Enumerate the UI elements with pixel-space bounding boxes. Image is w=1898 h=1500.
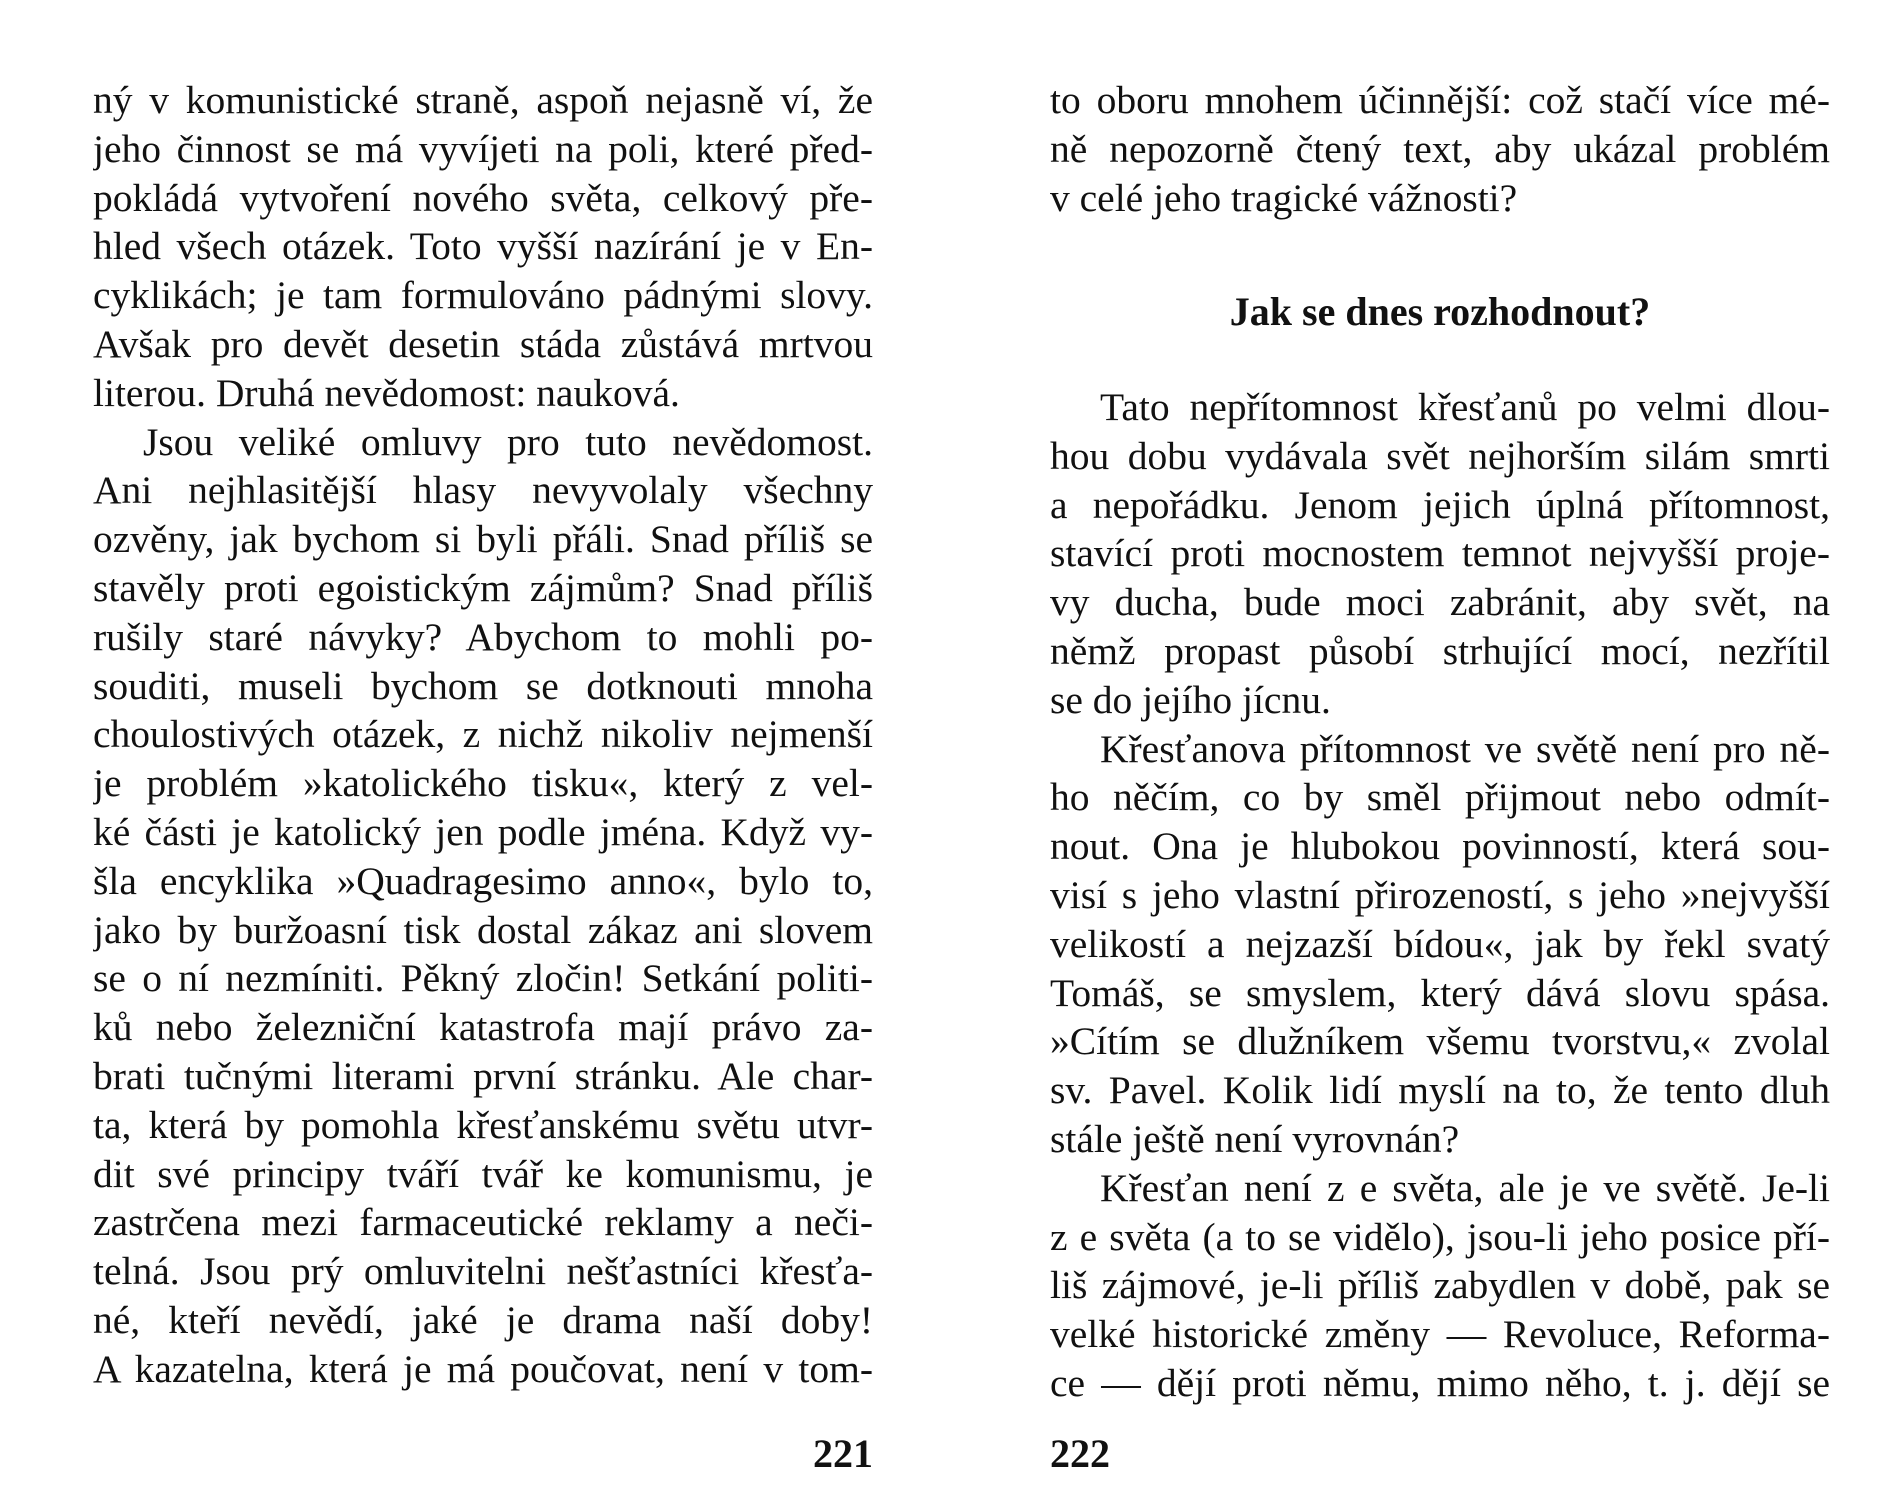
text-line: visí s jeho vlastní přirozeností, s jeho »nejvyšší <box>1050 872 1830 917</box>
text-line: z e světa (a to se vidělo), jsou-li jeho posice pří- <box>1050 1214 1830 1259</box>
text-line: liš zájmové, je-li příliš zabydlen v době, pak se <box>1050 1263 1830 1308</box>
text-line: rušily staré návyky? Abychom to mohli po- <box>93 614 873 659</box>
text-line: »Cítím se dlužníkem všemu tvorstvu,« zvolal <box>1050 1019 1830 1064</box>
text-line: Křesťan není z e světa, ale je ve světě. Je-li <box>1100 1165 1830 1210</box>
text-line: v celé jeho tragické vážnosti? <box>1050 175 1518 220</box>
text-line: brati tučnými literami první stránku. Ale char- <box>93 1053 873 1098</box>
text-line: se o ní nezmíniti. Pěkný zločin! Setkání politi- <box>93 956 873 1001</box>
text-line: němž propast působí strhující mocí, nezřítil <box>1050 628 1830 673</box>
text-line: vy ducha, bude moci zabránit, aby svět, na <box>1050 580 1830 625</box>
page-number: 221 <box>813 1431 873 1476</box>
text-line: Tomáš, se smyslem, který dává slovu spása. <box>1050 970 1830 1015</box>
right-page-intro <box>1050 76 1830 222</box>
text-line: hou dobu vydávala svět nejhorším silám smrti <box>1050 433 1830 478</box>
page-number: 222 <box>1050 1431 1110 1476</box>
text-line: se do jejího jícnu. <box>1050 677 1331 722</box>
text-line: ce — dějí proti němu, mimo něho, t. j. dějí se <box>1050 1360 1830 1405</box>
text-line: jeho činnost se má vyvíjeti na poli, které před- <box>93 126 873 171</box>
text-line: sv. Pavel. Kolik lidí myslí na to, že tento dluh <box>1050 1068 1830 1113</box>
section-heading: Jak se dnes rozhodnout? <box>1229 289 1651 334</box>
text-line: jako by buržoasní tisk dostal zákaz ani slovem <box>93 907 873 952</box>
text-line: Jsou veliké omluvy pro tuto nevědomost. <box>143 419 873 464</box>
text-line: nout. Ona je hlubokou povinností, která sou- <box>1050 824 1830 869</box>
left-page-text <box>93 76 873 1394</box>
text-line: stavící proti mocnostem temnot nejvyšší proje- <box>1050 531 1830 576</box>
text-line: pokládá vytvoření nového světa, celkový pře- <box>93 175 873 220</box>
text-line: stále ještě není vyrovnán? <box>1050 1116 1460 1161</box>
text-line: telná. Jsou prý omluvitelni nešťastníci křesťa- <box>93 1249 873 1294</box>
text-line: ho něčím, co by směl přijmout nebo odmít- <box>1050 775 1830 820</box>
text-line: velikostí a nejzazší bídou«, jak by řekl svatý <box>1050 921 1830 966</box>
right-page <box>1050 0 1830 1500</box>
text-line: Křesťanova přítomnost ve světě není pro ně- <box>1100 726 1830 771</box>
text-line: Tato nepřítomnost křesťanů po velmi dlou- <box>1100 385 1830 429</box>
text-line: choulostivých otázek, z nichž nikoliv nejmenší <box>93 712 873 757</box>
text-line: cyklikách; je tam formulováno pádnými slovy. <box>93 273 873 318</box>
text-line: stavěly proti egoistickým zájmům? Snad příliš <box>93 565 873 610</box>
text-line: Avšak pro devět desetin stáda zůstává mrtvou <box>93 321 873 366</box>
left-page <box>93 0 873 1500</box>
text-line: ozvěny, jak bychom si byli přáli. Snad příliš se <box>93 517 873 562</box>
text-line: zastrčena mezi farmaceutické reklamy a neči- <box>93 1200 873 1245</box>
text-line: A kazatelna, která je má poučovat, není v tom- <box>93 1346 873 1391</box>
text-line: ků nebo železniční katastrofa mají právo za- <box>93 1005 873 1050</box>
text-line: je problém »katolického tisku«, který z vel- <box>93 761 873 806</box>
text-line: souditi, museli bychom se dotknouti mnoha <box>93 663 873 708</box>
right-page-text <box>1050 383 1830 1408</box>
text-line: a nepořádku. Jenom jejich úplná přítomnost, <box>1050 482 1830 527</box>
text-line: hled všech otázek. Toto vyšší nazírání je v En- <box>93 224 873 269</box>
text-line: velké historické změny — Revoluce, Reforma- <box>1050 1312 1830 1357</box>
text-line: ta, která by pomohla křesťanskému světu utvr- <box>93 1102 873 1147</box>
text-line: literou. Druhá nevědomost: nauková. <box>93 370 680 415</box>
text-line: né, kteří nevědí, jaké je drama naší doby! <box>93 1297 873 1342</box>
text-line: dit své principy tváří tvář ke komunismu, je <box>93 1151 873 1196</box>
text-line: Ani nejhlasitější hlasy nevyvolaly všechny <box>93 468 873 513</box>
text-line: to oboru mnohem účinnější: což stačí více mé- <box>1050 78 1830 122</box>
text-line: ké části je katolický jen podle jména. Když vy- <box>93 809 873 854</box>
text-line: ný v komunistické straně, aspoň nejasně ví, že <box>93 78 873 122</box>
text-line: šla encyklika »Quadragesimo anno«, bylo to, <box>93 858 873 903</box>
text-line: ně nepozorně čtený text, aby ukázal problém <box>1050 126 1830 171</box>
